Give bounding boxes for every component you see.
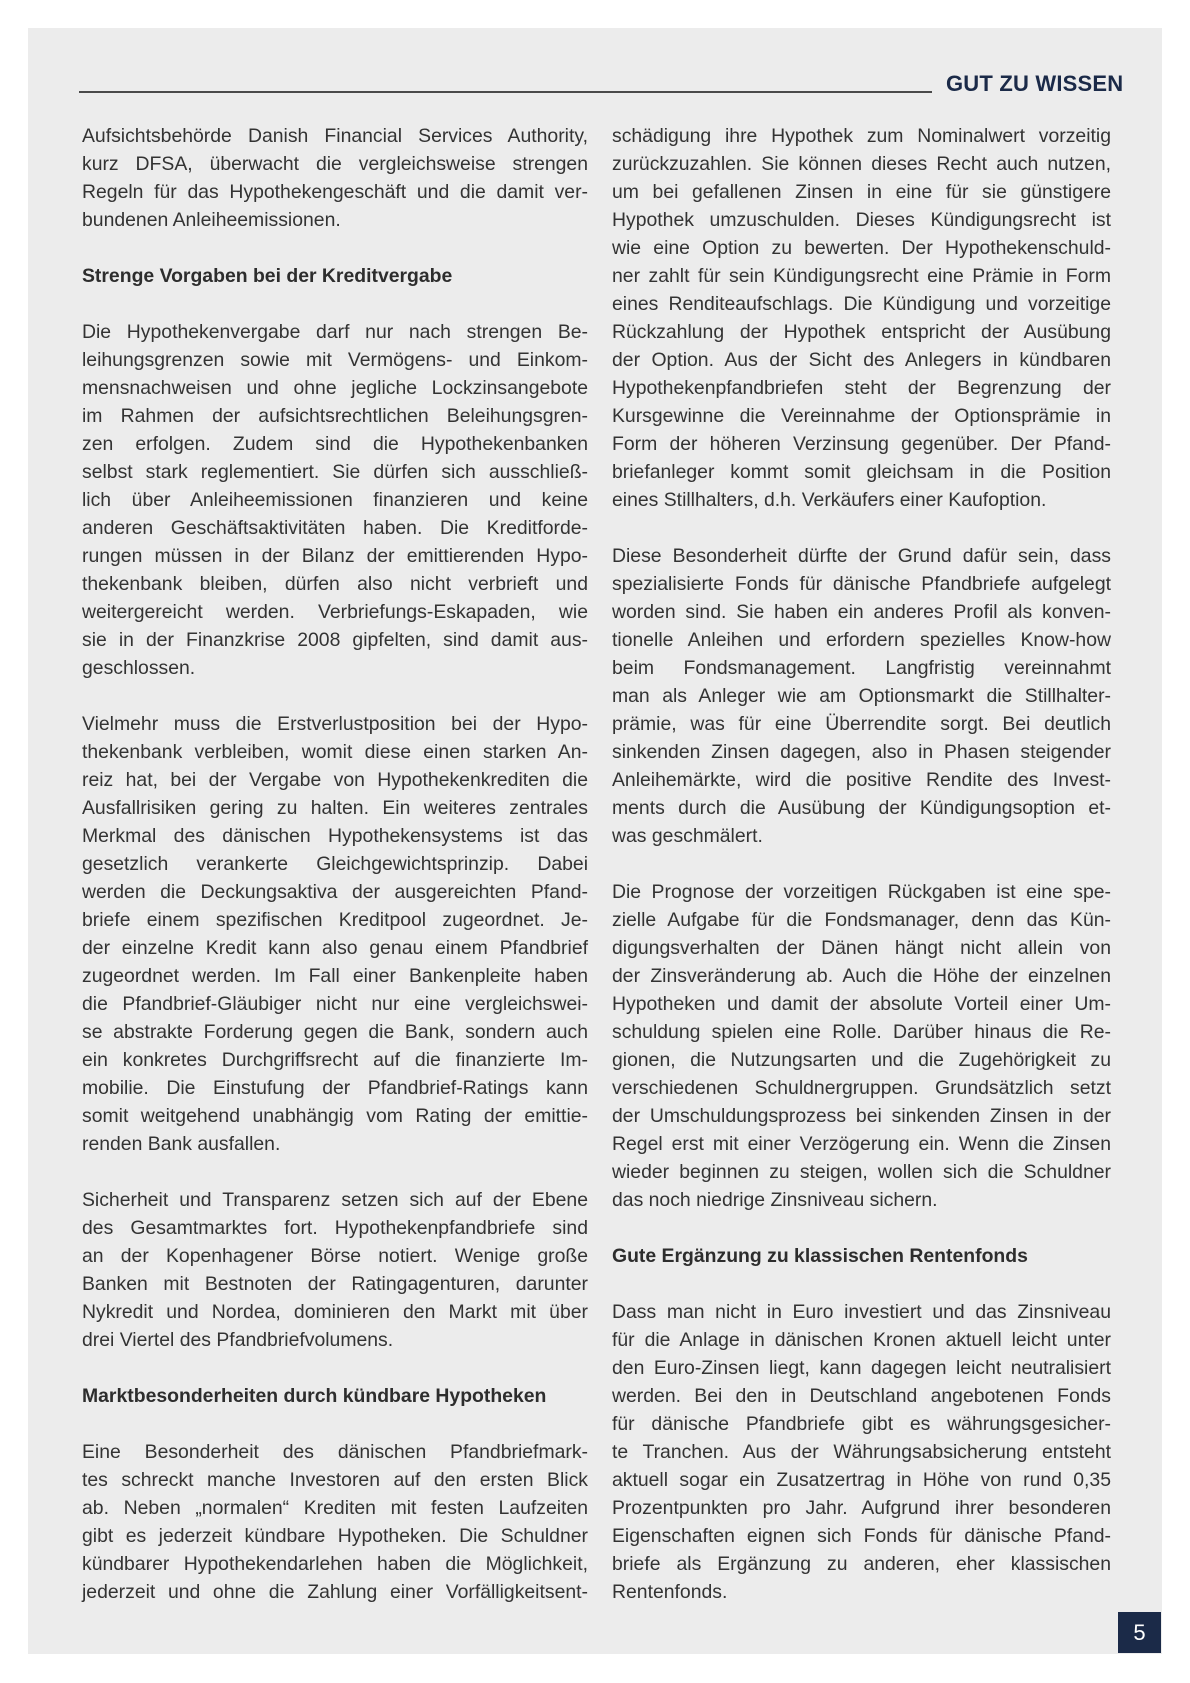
text-line: des Gesamtmarktes fort. Hypothekenpfandbriefe sind bbox=[82, 1217, 588, 1239]
text-line: das noch niedrige Zinsniveau sichern. bbox=[612, 1189, 938, 1211]
text-line: wie eine Option zu bewerten. Der Hypothekenschuld- bbox=[612, 237, 1111, 259]
text-line: eines Renditeaufschlags. Die Kündigung und vorzeitige bbox=[612, 293, 1111, 315]
page-number-label: 5 bbox=[1133, 1619, 1146, 1645]
text-line: aktuell sogar ein Zusatzertrag in Höhe von rund 0,35 bbox=[612, 1469, 1111, 1491]
text-line: renden Bank ausfallen. bbox=[82, 1133, 281, 1155]
text-line: se abstrakte Forderung gegen die Bank, sondern auch bbox=[82, 1021, 588, 1043]
paragraph-gap bbox=[82, 1410, 588, 1438]
text-line: um bei gefallenen Zinsen in eine für sie günstigere bbox=[612, 181, 1111, 203]
text-line: Hypothekenpfandbriefen steht der Begrenzung der bbox=[612, 377, 1111, 399]
text-line: Kursgewinne die Vereinnahme der Optionsprämie in bbox=[612, 405, 1111, 427]
paragraph-gap bbox=[612, 514, 1111, 542]
section-heading: Strenge Vorgaben bei der Kreditvergabe bbox=[82, 265, 453, 287]
text-line: Ausfallrisiken gering zu halten. Ein weiteres zentrales bbox=[82, 797, 588, 819]
text-line: briefe einem spezifischen Kreditpool zugeordnet. Je- bbox=[82, 909, 588, 931]
text-line: Dass man nicht in Euro investiert und das Zinsniveau bbox=[612, 1301, 1111, 1323]
text-line: zen erfolgen. Zudem sind die Hypothekenbanken bbox=[82, 433, 588, 455]
text-line: den Euro-Zinsen liegt, kann dagegen leicht neutralisiert bbox=[612, 1357, 1111, 1379]
paragraph bbox=[82, 122, 588, 234]
text-line: Nykredit und Nordea, dominieren den Markt mit über bbox=[82, 1301, 588, 1323]
text-line: mensnachweisen und ohne jegliche Lockzinsangebote bbox=[82, 377, 588, 399]
text-line: Hypotheken und damit der absolute Vorteil einer Um- bbox=[612, 993, 1111, 1015]
text-line: Aufsichtsbehörde Danish Financial Services Authority, bbox=[82, 125, 588, 147]
text-line: Anleihemärkte, wird die positive Rendite des Invest- bbox=[612, 769, 1111, 791]
header-rule bbox=[79, 91, 932, 93]
text-line: der einzelne Kredit kann also genau einem Pfandbrief bbox=[82, 937, 588, 959]
section-heading: Marktbesonderheiten durch kündbare Hypotheken bbox=[82, 1385, 547, 1407]
paragraph bbox=[82, 710, 588, 1158]
text-line: tionelle Anleihen und erfordern spezielles Know-how bbox=[612, 629, 1111, 651]
text-line: werden. Bei den in Deutschland angebotenen Fonds bbox=[612, 1385, 1111, 1407]
text-line: weitergereicht werden. Verbriefungs-Eskapaden, wie bbox=[82, 601, 588, 623]
text-line: worden sind. Sie haben ein anderes Profil als konven- bbox=[612, 601, 1111, 623]
text-line: tes schreckt manche Investoren auf den ersten Blick bbox=[82, 1469, 588, 1491]
text-line: rungen müssen in der Bilanz der emittierenden Hypo- bbox=[82, 545, 588, 567]
text-line: prämie, was für eine Überrendite sorgt. Bei deutlich bbox=[612, 713, 1111, 735]
paragraph-gap bbox=[82, 1354, 588, 1382]
text-line: an der Kopenhagener Börse notiert. Wenige große bbox=[82, 1245, 588, 1267]
text-line: zurückzuzahlen. Sie können dieses Recht auch nutzen, bbox=[612, 153, 1111, 175]
text-line: was geschmälert. bbox=[612, 825, 763, 847]
text-line: te Tranchen. Aus der Währungsabsicherung entsteht bbox=[612, 1441, 1111, 1463]
text-line: kurz DFSA, überwacht die vergleichsweise strengen bbox=[82, 153, 588, 175]
text-line: für dänische Pfandbriefe gibt es währungsgesicher- bbox=[612, 1413, 1111, 1435]
text-line: somit weitgehend unabhängig vom Rating der emittie- bbox=[82, 1105, 588, 1127]
text-line: die Pfandbrief-Gläubiger nicht nur eine vergleichswei- bbox=[82, 993, 588, 1015]
text-line: ments durch die Ausübung der Kündigungsoption et- bbox=[612, 797, 1111, 819]
paragraph bbox=[82, 1438, 588, 1606]
text-line: Merkmal des dänischen Hypothekensystems ist das bbox=[82, 825, 588, 847]
text-line: Die Hypothekenvergabe darf nur nach strengen Be- bbox=[82, 321, 588, 343]
paragraph bbox=[612, 878, 1111, 1214]
text-line: thekenbank verbleiben, womit diese einen starken An- bbox=[82, 741, 588, 763]
text-line: reiz hat, bei der Vergabe von Hypothekenkrediten die bbox=[82, 769, 588, 791]
text-line: verschiedenen Schuldnergruppen. Grundsätzlich setzt bbox=[612, 1077, 1111, 1099]
section-label: GUT ZU WISSEN bbox=[946, 71, 1124, 96]
paragraph-gap bbox=[612, 1270, 1111, 1298]
text-line: im Rahmen der aufsichtsrechtlichen Beleihungsgren- bbox=[82, 405, 588, 427]
text-line: Regel erst mit einer Verzögerung ein. Wenn die Zinsen bbox=[612, 1133, 1111, 1155]
text-line: thekenbank bleiben, dürfen also nicht verbrieft und bbox=[82, 573, 588, 595]
text-line: briefe als Ergänzung zu anderen, eher klassischen bbox=[612, 1553, 1111, 1575]
text-line: Die Prognose der vorzeitigen Rückgaben ist eine spe- bbox=[612, 881, 1111, 903]
text-line: Sicherheit und Transparenz setzen sich auf der Ebene bbox=[82, 1189, 588, 1211]
text-line: für die Anlage in dänischen Kronen aktuell leicht unter bbox=[612, 1329, 1111, 1351]
page-number bbox=[1118, 1612, 1161, 1653]
text-line: sinkenden Zinsen dagegen, also in Phasen steigender bbox=[612, 741, 1111, 763]
text-line: der Umschuldungsprozess bei sinkenden Zinsen in der bbox=[612, 1105, 1111, 1127]
text-line: drei Viertel des Pfandbriefvolumens. bbox=[82, 1329, 394, 1351]
text-line: gibt es jederzeit kündbare Hypotheken. Die Schuldner bbox=[82, 1525, 588, 1547]
paragraph-gap bbox=[612, 1214, 1111, 1242]
text-line: beim Fondsmanagement. Langfristig vereinnahmt bbox=[612, 657, 1111, 679]
text-line: der Zinsveränderung ab. Auch die Höhe der einzelnen bbox=[612, 965, 1111, 987]
text-line: Regeln für das Hypothekengeschäft und die damit ver- bbox=[82, 181, 588, 203]
text-line: wieder beginnen zu steigen, wollen sich die Schuldner bbox=[612, 1161, 1111, 1183]
text-line: kündbarer Hypothekendarlehen haben die Möglichkeit, bbox=[82, 1553, 588, 1575]
text-line: werden die Deckungsaktiva der ausgereichten Pfand- bbox=[82, 881, 588, 903]
text-line: Diese Besonderheit dürfte der Grund dafür sein, dass bbox=[612, 545, 1111, 567]
text-line: schuldung spielen eine Rolle. Darüber hinaus die Re- bbox=[612, 1021, 1111, 1043]
text-line: gionen, die Nutzungsarten und die Zugehörigkeit zu bbox=[612, 1049, 1111, 1071]
text-line: Vielmehr muss die Erstverlustposition bei der Hypo- bbox=[82, 713, 588, 735]
text-line: eines Stillhalters, d.h. Verkäufers einer Kaufoption. bbox=[612, 489, 1047, 511]
text-line: zielle Aufgabe für die Fondsmanager, denn das Kün- bbox=[612, 909, 1111, 931]
paragraph-gap bbox=[82, 1158, 588, 1186]
text-line: geschlossen. bbox=[82, 657, 196, 679]
right-column bbox=[612, 122, 1111, 1606]
text-line: anderen Geschäftsaktivitäten haben. Die Kreditforde- bbox=[82, 517, 588, 539]
text-line: Eigenschaften eignen sich Fonds für dänische Pfand- bbox=[612, 1525, 1111, 1547]
text-line: spezialisierte Fonds für dänische Pfandbriefe aufgelegt bbox=[612, 573, 1111, 595]
text-line: selbst stark reglementiert. Sie dürfen sich ausschließ- bbox=[82, 461, 588, 483]
paragraph bbox=[612, 1298, 1111, 1606]
text-line: leihungsgrenzen sowie mit Vermögens- und Einkom- bbox=[82, 349, 588, 371]
text-line: ner zahlt für sein Kündigungsrecht eine Prämie in Form bbox=[612, 265, 1111, 287]
text-line: lich über Anleiheemissionen finanzieren und keine bbox=[82, 489, 588, 511]
paragraph-gap bbox=[612, 850, 1111, 878]
text-line: Eine Besonderheit des dänischen Pfandbriefmark- bbox=[82, 1441, 588, 1463]
text-line: Hypothek umzuschulden. Dieses Kündigungsrecht ist bbox=[612, 209, 1111, 231]
left-column bbox=[82, 122, 588, 1606]
text-line: digungsverhalten der Dänen hängt nicht allein von bbox=[612, 937, 1111, 959]
paragraph bbox=[82, 318, 588, 682]
text-line: der Option. Aus der Sicht des Anlegers in kündbaren bbox=[612, 349, 1111, 371]
text-line: ab. Neben „normalen“ Krediten mit festen Laufzeiten bbox=[82, 1497, 588, 1519]
text-line: sie in der Finanzkrise 2008 gipfelten, sind damit aus- bbox=[82, 629, 588, 651]
text-line: Form der höheren Verzinsung gegenüber. Der Pfand- bbox=[612, 433, 1111, 455]
paragraph-gap bbox=[82, 682, 588, 710]
text-line: zugeordnet werden. Im Fall einer Bankenpleite haben bbox=[82, 965, 588, 987]
text-line: jederzeit und ohne die Zahlung einer Vorfälligkeitsent- bbox=[82, 1581, 588, 1603]
paragraph-gap bbox=[82, 234, 588, 262]
text-line: Rentenfonds. bbox=[612, 1581, 728, 1603]
text-line: schädigung ihre Hypothek zum Nominalwert vorzeitig bbox=[612, 125, 1111, 147]
paragraph bbox=[612, 542, 1111, 850]
section-heading: Gute Ergänzung zu klassischen Rentenfonds bbox=[612, 1245, 1028, 1267]
text-line: gesetzlich verankerte Gleichgewichtsprinzip. Dabei bbox=[82, 853, 588, 875]
text-line: bundenen Anleiheemissionen. bbox=[82, 209, 341, 231]
text-line: ein konkretes Durchgriffsrecht auf die finanzierte Im- bbox=[82, 1049, 588, 1071]
text-line: man als Anleger wie am Optionsmarkt die Stillhalter- bbox=[612, 685, 1111, 707]
paragraph bbox=[612, 122, 1111, 514]
text-line: mobilie. Die Einstufung der Pfandbrief-Ratings kann bbox=[82, 1077, 588, 1099]
paragraph-gap bbox=[82, 290, 588, 318]
paragraph bbox=[82, 1186, 588, 1354]
text-line: Rückzahlung der Hypothek entspricht der Ausübung bbox=[612, 321, 1111, 343]
text-line: Banken mit Bestnoten der Ratingagenturen, darunter bbox=[82, 1273, 588, 1295]
text-line: briefanleger kommt somit gleichsam in die Position bbox=[612, 461, 1111, 483]
text-line: Prozentpunkten pro Jahr. Aufgrund ihrer besonderen bbox=[612, 1497, 1111, 1519]
